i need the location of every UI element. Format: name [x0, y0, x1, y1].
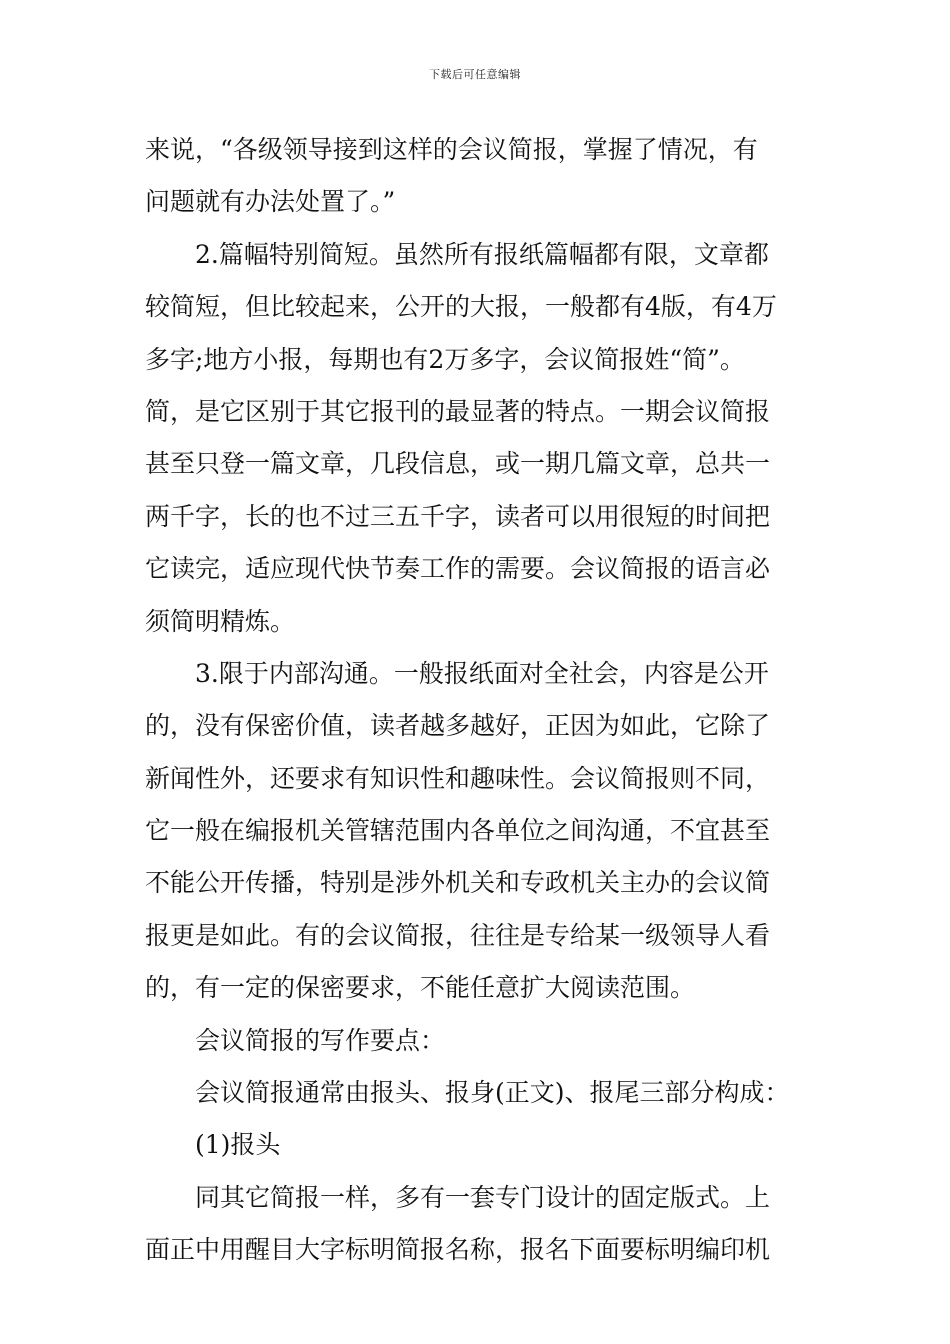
- text-line: 新闻性外，还要求有知识性和趣味性。会议简报则不同，: [145, 763, 771, 793]
- section-heading: 会议简报的写作要点：: [195, 1025, 446, 1055]
- text-line: 不能公开传播，特别是涉外机关和专政机关主办的会议简: [145, 868, 771, 898]
- text-line: 较简短，但比较起来，公开的大报，一般都有4版，有4万: [145, 292, 777, 322]
- text-line: 它读完，适应现代快节奏工作的需要。会议简报的语言必: [145, 554, 771, 584]
- subsection-heading: (1)报头: [195, 1130, 281, 1160]
- text-line: 多字;地方小报，每期也有2万多字，会议简报姓“简”。: [145, 344, 745, 374]
- text-line: 2.篇幅特别简短。虽然所有报纸篇幅都有限，文章都: [195, 239, 769, 269]
- text-line: 会议简报通常由报头、报身(正文)、报尾三部分构成：: [195, 1078, 790, 1108]
- text-line: 问题就有办法处置了。”: [145, 187, 396, 217]
- document-body: [145, 124, 807, 1277]
- text-line: 面正中用醒目大字标明简报名称，报名下面要标明编印机: [145, 1235, 771, 1265]
- text-line: 报更是如此。有的会议简报，往往是专给某一级领导人看: [145, 920, 771, 950]
- text-line: 来说，“各级领导接到这样的会议简报，掌握了情况，有: [145, 135, 758, 164]
- text-line: 须简明精炼。: [145, 606, 296, 636]
- page-header: 下载后可任意编辑: [429, 68, 521, 81]
- text-line: 简，是它区别于其它报刊的最显著的特点。一期会议简报: [145, 396, 771, 426]
- text-line: 甚至只登一篇文章，几段信息，或一期几篇文章，总共一: [145, 449, 771, 479]
- text-line: 3.限于内部沟通。一般报纸面对全社会，内容是公开: [195, 658, 769, 688]
- text-line: 两千字，长的也不过三五千字，读者可以用很短的时间把: [145, 501, 771, 531]
- text-line: 同其它简报一样，多有一套专门设计的固定版式。上: [195, 1182, 771, 1212]
- text-line: 的，没有保密价值，读者越多越好，正因为如此，它除了: [145, 711, 771, 741]
- text-line: 它一般在编报机关管辖范围内各单位之间沟通，不宜甚至: [145, 816, 771, 846]
- text-line: 的，有一定的保密要求，不能任意扩大阅读范围。: [145, 973, 696, 1003]
